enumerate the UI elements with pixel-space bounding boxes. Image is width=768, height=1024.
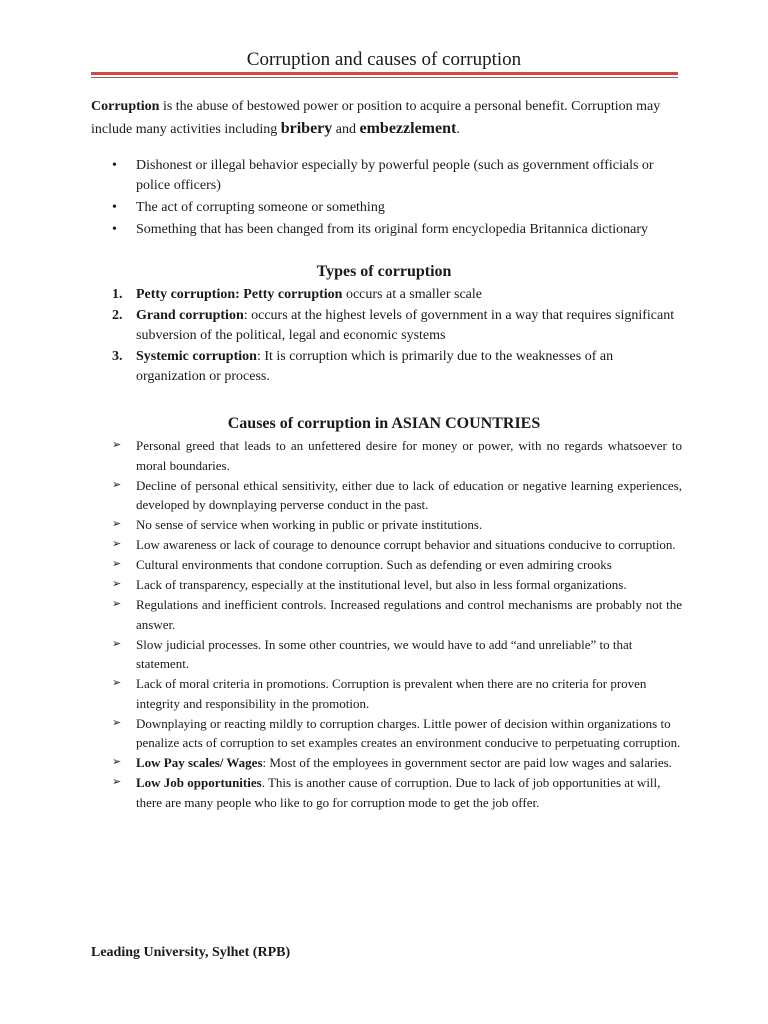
intro-paragraph <box>91 96 681 141</box>
cause-text: Decline of personal ethical sensitivity, either due to lack of education or negative learning experiences, developed by downplaying perverse conduct in the past. <box>136 477 682 512</box>
title-underline-thick <box>91 72 678 75</box>
bullet-icon: • <box>112 200 117 215</box>
cause-text: Regulations and inefficient controls. Increased regulations and control mechanisms are probably not the answer. <box>136 597 682 632</box>
causes-list <box>112 436 682 813</box>
type-number: 2. <box>112 308 123 323</box>
cause-text: . This is another cause of corruption. Due to lack of job opportunities at will, there are many people who like to go for corruption mode to get the job offer. <box>136 775 661 810</box>
arrow-bullet-icon: ➢ <box>112 439 122 451</box>
type-number: 1. <box>112 287 123 302</box>
type-description: : It is corruption which is primarily due to the weaknesses of an organization or process. <box>136 349 614 384</box>
type-name: Grand corruption <box>136 308 244 323</box>
cause-text: Low awareness or lack of courage to denounce corrupt behavior and situations conducive to corruption. <box>136 537 676 552</box>
cause-item <box>112 555 682 575</box>
cause-text: Downplaying or reacting mildly to corruption charges. Little power of decision within organizations to penalize acts of corruption to set examples creates an environment conducive to perpetuating corruption. <box>136 715 681 750</box>
cause-text: Slow judicial processes. In some other countries, we would have to add “and unreliable” to that statement. <box>136 636 633 671</box>
definition-text: Something that has been changed from its original form encyclopedia Britannica dictionary <box>136 222 649 237</box>
type-number: 3. <box>112 349 123 364</box>
type-item <box>112 306 682 346</box>
cause-text: Lack of moral criteria in promotions. Corruption is prevalent when there are no criteria for proven integrity and responsibility in the promotion. <box>136 676 647 711</box>
cause-text: Cultural environments that condone corruption. Such as defending or even admiring crooks <box>136 557 612 572</box>
type-name: Petty corruption: Petty corruption <box>136 287 343 302</box>
arrow-bullet-icon: ➢ <box>112 756 122 768</box>
arrow-bullet-icon: ➢ <box>112 578 122 590</box>
cause-text: : Most of the employees in government sector are paid low wages and salaries. <box>262 755 672 770</box>
arrow-bullet-icon: ➢ <box>112 558 122 570</box>
cause-text: Personal greed that leads to an unfettered desire for money or power, with no regards whatsoever to moral boundaries. <box>136 438 682 473</box>
types-heading: Types of corruption <box>316 263 452 280</box>
cause-item <box>112 635 682 674</box>
causes-heading: Causes of corruption in ASIAN COUNTRIES <box>227 415 541 432</box>
cause-text: Lack of transparency, especially at the institutional level, but also in less formal organizations. <box>136 577 627 592</box>
cause-item <box>112 674 682 713</box>
cause-item <box>112 773 682 812</box>
definition-item <box>112 156 682 196</box>
cause-item <box>112 436 682 475</box>
type-description: occurs at a smaller scale <box>342 287 482 302</box>
intro-term: Corruption <box>91 99 160 114</box>
definition-item <box>112 198 682 218</box>
cause-title: Low Job opportunities <box>136 775 262 790</box>
arrow-bullet-icon: ➢ <box>112 716 122 729</box>
arrow-bullet-icon: ➢ <box>112 478 122 491</box>
definition-item <box>112 220 682 240</box>
cause-title: Low Pay scales/ Wages <box>136 755 263 770</box>
intro-bribery: bribery <box>280 120 333 137</box>
cause-item <box>112 515 682 535</box>
intro-end: . <box>456 122 460 137</box>
cause-item <box>112 714 682 753</box>
arrow-bullet-icon: ➢ <box>112 677 122 689</box>
intro-embezzlement: embezzlement <box>359 120 457 137</box>
type-name: Systemic corruption <box>136 349 257 364</box>
arrow-bullet-icon: ➢ <box>112 518 122 530</box>
cause-item <box>112 535 682 555</box>
footer: Leading University, Sylhet (RPB) <box>91 945 291 960</box>
title-underline-thin <box>91 77 678 78</box>
page-title: Corruption and causes of corruption <box>246 49 522 70</box>
cause-text: No sense of service when working in public or private institutions. <box>136 517 483 532</box>
intro-and: and <box>332 122 360 137</box>
definition-text: Dishonest or illegal behavior especially by powerful people (such as government officials or police officers) <box>136 158 654 193</box>
arrow-bullet-icon: ➢ <box>112 637 122 650</box>
definition-list <box>112 156 682 242</box>
bullet-icon: • <box>112 158 117 173</box>
type-description: : occurs at the highest levels of government in a way that requires significant subversion of the political, legal and economic systems <box>136 308 675 343</box>
definition-text: The act of corrupting someone or something <box>136 200 385 215</box>
type-item <box>112 347 682 387</box>
bullet-icon: • <box>112 222 117 237</box>
arrow-bullet-icon: ➢ <box>112 538 122 550</box>
arrow-bullet-icon: ➢ <box>112 598 122 610</box>
types-list <box>112 285 682 388</box>
arrow-bullet-icon: ➢ <box>112 776 122 788</box>
intro-text: is the abuse of bestowed power or position to acquire a personal benefit. Corruption may include many activities including <box>91 99 661 137</box>
cause-item <box>112 575 682 595</box>
cause-item <box>112 595 682 634</box>
cause-item <box>112 476 682 515</box>
type-item <box>112 285 682 305</box>
cause-item <box>112 753 682 773</box>
